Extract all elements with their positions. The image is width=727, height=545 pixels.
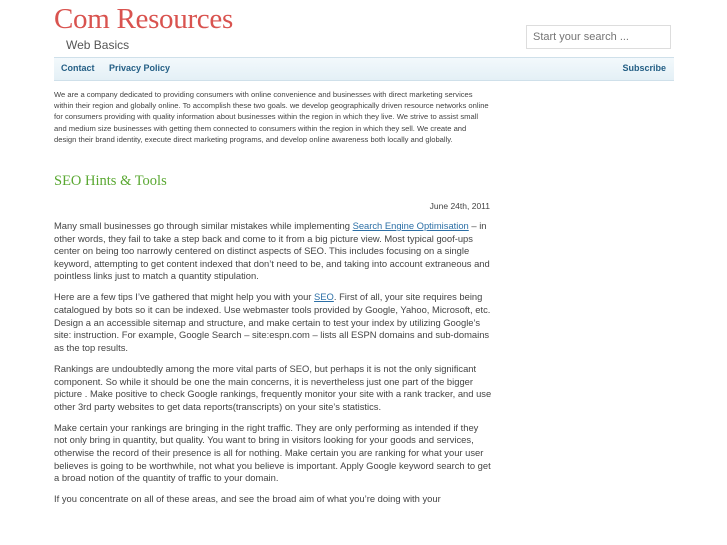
post-paragraph bbox=[54, 220, 492, 283]
post-paragraph: Rankings are undoubtedly among the more vital parts of SEO, but perhaps it is not the only significant component. So while it should be one the main concerns, it is nevertheless just one part of the bigger picture . Make positive to check Google rankings, frequently monitor your site with a rank tracker, and use other 3rd party websites to get data reports(transcripts) on your site’s statistics. bbox=[54, 362, 492, 412]
post-title[interactable]: SEO Hints & Tools bbox=[54, 173, 167, 189]
search-input[interactable] bbox=[526, 25, 671, 49]
site-title[interactable]: Com Resources bbox=[54, 3, 233, 35]
post-body bbox=[54, 220, 492, 514]
post-paragraph: Make certain your rankings are bringing in the right traffic. They are only performing as intended if they not only bring in quantity, but quality. You want to bring in visitors looking for your goods and services, otherwise the record of their presence is all for nothing. Make certain you are ranking for what your user believes is going to be worthwhile, not what you believe is important. Apply Google keyword search to get a broad notion of the quantity of traffic to your domain. bbox=[54, 421, 491, 484]
paragraph-text: Many small businesses go through similar mistakes while implementing bbox=[54, 220, 353, 231]
paragraph-text: Here are a few tips I’ve gathered that might help you with your bbox=[54, 291, 315, 303]
seo-link[interactable]: Search Engine Optimisation bbox=[352, 220, 469, 231]
site-tagline: Web Basics bbox=[66, 38, 130, 52]
post-date: June 24th, 2011 bbox=[429, 201, 490, 211]
post-paragraph bbox=[54, 291, 492, 354]
nav-subscribe-link[interactable]: Subscribe bbox=[622, 63, 666, 73]
paragraph-text: – in other words, they fail to take a step back and come to it from a big picture view. Most typical goof-ups center on being too narrowly centered on distinct aspects of SEO. This includes focusing on a single keyword, attempting to get content indexed that don’t need to be, and taking into account extraneous and pointless links just to match a quantity stipulation. bbox=[54, 220, 490, 282]
post-paragraph: If you concentrate on all of these areas, and see the broad aim of what you’re doing with your bbox=[54, 493, 441, 505]
nav-contact-link[interactable]: Contact bbox=[61, 63, 95, 73]
intro-text: We are a company dedicated to providing consumers with online convenience and businesses with direct marketing services within their region and globally online. To accomplish these two goals. we develop geographically driven resource networks online for consumers providing with quality information about businesses within the region in which they live. We strive to assist small and medium size businesses with getting them connected to consumers within the region in which they sell. We create and design their brand identity, execute direct marketing programs, and develop online awareness both locally and globally. bbox=[54, 90, 489, 144]
nav-bar bbox=[54, 57, 674, 81]
seo-link[interactable]: SEO bbox=[314, 291, 334, 303]
nav-privacy-policy-link[interactable]: Privacy Policy bbox=[109, 63, 171, 73]
paragraph-text: . First of all, your site requires being catalogued by bots so it can be indexed. Use webmaster tools provided by Google, Yahoo, Microsoft, etc. Design a an accessible sitemap and structure, and make certain to test your index by utilizing Google’s site: instruction. For example, Google Search – site:espn.com – lists all ESPN domains and sub-domains as the top results. bbox=[54, 291, 491, 353]
